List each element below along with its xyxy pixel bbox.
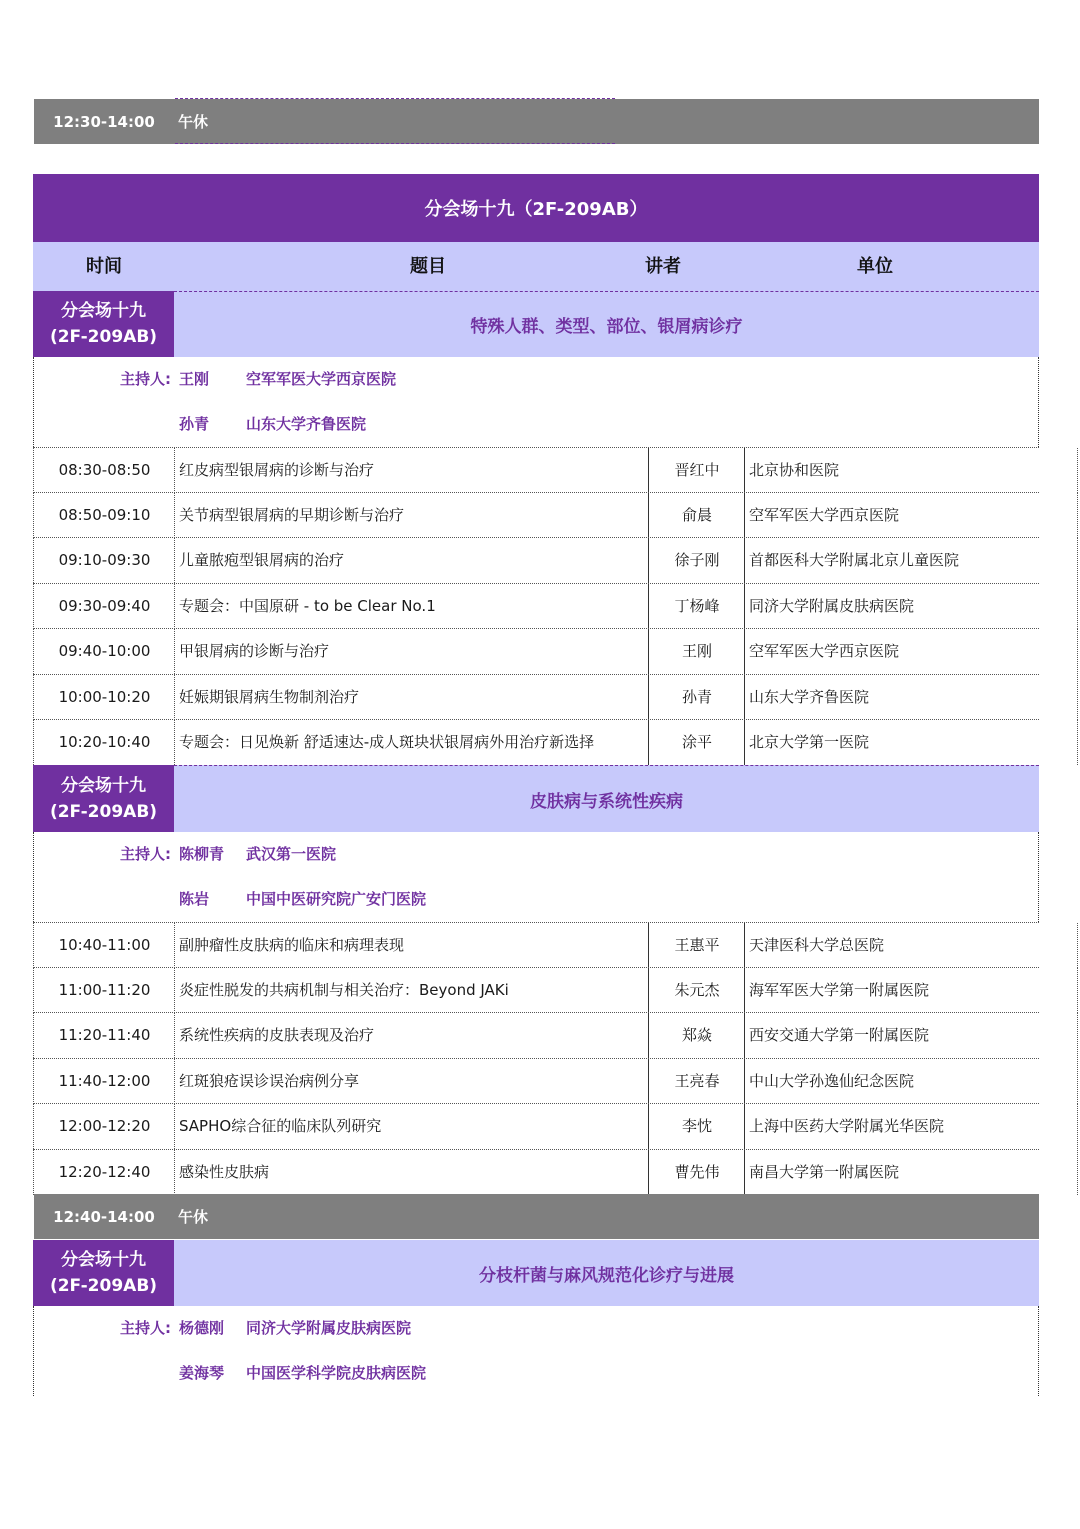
talk-speaker: 丁杨峰 <box>648 584 745 629</box>
talk-unit: 北京协和医院 <box>744 448 1078 493</box>
host-org: 同济大学附属皮肤病医院 <box>246 1319 412 1337</box>
section-title: 皮肤病与系统性疾病 <box>530 791 683 812</box>
table-row <box>33 628 1039 673</box>
talk-topic: 炎症性脱发的共病机制与相关治疗：Beyond JAKi <box>174 968 653 1013</box>
dashed-divider <box>175 98 615 99</box>
talk-time: 10:00-10:20 <box>33 675 175 720</box>
host-block <box>33 1306 1039 1396</box>
talk-speaker: 王惠平 <box>648 923 745 968</box>
talk-unit: 中山大学孙逸仙纪念医院 <box>744 1059 1078 1104</box>
talk-speaker: 李忱 <box>648 1104 745 1149</box>
table-row <box>33 1058 1039 1103</box>
section-venue-cell <box>33 291 174 357</box>
talk-speaker: 徐子刚 <box>648 538 745 583</box>
talk-speaker: 晋红中 <box>648 448 745 493</box>
talk-time: 11:40-12:00 <box>33 1059 175 1104</box>
table-row <box>33 967 1039 1012</box>
talk-time: 08:30-08:50 <box>33 448 175 493</box>
column-header-row <box>33 242 1039 292</box>
lunch-label: 午休 <box>178 113 209 131</box>
host-name: 孙青 <box>179 415 210 433</box>
table-row <box>33 583 1039 628</box>
host-org: 武汉第一医院 <box>246 845 337 863</box>
col-topic: 题目 <box>410 256 446 277</box>
section-title: 特殊人群、类型、部位、银屑病诊疗 <box>470 317 743 337</box>
talk-time: 09:40-10:00 <box>33 629 175 674</box>
venue-title: 分会场十九（2F-209AB） <box>424 199 648 220</box>
talk-unit: 上海中医药大学附属光华医院 <box>744 1104 1078 1149</box>
talk-unit: 同济大学附属皮肤病医院 <box>744 584 1078 629</box>
col-unit: 单位 <box>857 256 893 277</box>
talk-unit: 天津医科大学总医院 <box>744 923 1078 968</box>
table-row <box>33 447 1039 492</box>
lunch-break-top <box>34 99 1039 144</box>
table-row <box>33 719 1039 764</box>
table-row <box>33 674 1039 719</box>
host-name: 杨德刚 <box>179 1319 225 1337</box>
talk-topic: 红斑狼疮误诊误治病例分享 <box>174 1059 653 1104</box>
talk-unit: 空军军医大学西京医院 <box>744 493 1078 538</box>
talk-unit: 海军军医大学第一附属医院 <box>744 968 1078 1013</box>
section-venue-name: 分会场十九 <box>61 301 146 321</box>
talk-speaker: 朱元杰 <box>648 968 745 1013</box>
dashed-divider <box>175 143 615 144</box>
host-block <box>33 357 1039 447</box>
lunch-time: 12:30-14:00 <box>53 112 155 131</box>
talk-speaker: 王刚 <box>648 629 745 674</box>
lunch-time: 12:40-14:00 <box>53 1207 155 1226</box>
host-org: 中国医学科学院皮肤病医院 <box>246 1364 427 1382</box>
talk-time: 09:30-09:40 <box>33 584 175 629</box>
talk-topic: 关节病型银屑病的早期诊断与治疗 <box>174 493 653 538</box>
talk-speaker: 王亮春 <box>648 1059 745 1104</box>
talk-time: 08:50-09:10 <box>33 493 175 538</box>
table-row <box>33 1149 1039 1194</box>
talk-time: 10:20-10:40 <box>33 720 175 765</box>
talk-topic: 专题会：日见焕新 舒适速达-成人斑块状银屑病外用治疗新选择 <box>174 720 653 765</box>
host-name: 陈岩 <box>179 890 210 908</box>
host-org: 中国中医研究院广安门医院 <box>246 890 427 908</box>
col-speaker: 讲者 <box>645 256 681 277</box>
section-venue-room: (2F-209AB) <box>49 801 158 822</box>
section-venue-room: (2F-209AB) <box>49 327 158 347</box>
section-venue-name: 分会场十九 <box>61 1250 146 1270</box>
host-block <box>33 832 1039 922</box>
talk-topic: 红皮病型银屑病的诊断与治疗 <box>174 448 653 493</box>
talk-topic: 感染性皮肤病 <box>174 1150 653 1195</box>
host-name: 陈柳青 <box>179 845 225 863</box>
talk-unit: 西安交通大学第一附属医院 <box>744 1013 1078 1058</box>
table-row <box>33 492 1039 537</box>
col-time: 时间 <box>86 256 122 277</box>
talk-speaker: 郑焱 <box>648 1013 745 1058</box>
section-title: 分枝杆菌与麻风规范化诊疗与进展 <box>479 1265 734 1286</box>
talk-speaker: 俞晨 <box>648 493 745 538</box>
table-row <box>33 1012 1039 1057</box>
talk-unit: 首都医科大学附属北京儿童医院 <box>744 538 1078 583</box>
talk-time: 12:20-12:40 <box>33 1150 175 1195</box>
host-label: 主持人: <box>120 1319 171 1337</box>
table-row <box>33 1103 1039 1148</box>
talk-topic: 系统性疾病的皮肤表现及治疗 <box>174 1013 653 1058</box>
talk-topic: 专题会：中国原研 - to be Clear No.1 <box>174 584 653 629</box>
host-name: 王刚 <box>179 370 210 388</box>
section-title-cell <box>174 291 1039 357</box>
talk-time: 11:00-11:20 <box>33 968 175 1013</box>
host-org: 山东大学齐鲁医院 <box>246 415 367 433</box>
talk-topic: 儿童脓疱型银屑病的治疗 <box>174 538 653 583</box>
talk-time: 11:20-11:40 <box>33 1013 175 1058</box>
talk-speaker: 孙青 <box>648 675 745 720</box>
section-venue-room: (2F-209AB) <box>49 1276 158 1296</box>
host-org: 空军军医大学西京医院 <box>246 370 397 388</box>
talk-topic: 甲银屑病的诊断与治疗 <box>174 629 653 674</box>
talk-unit: 山东大学齐鲁医院 <box>744 675 1078 720</box>
section-title-cell <box>174 1240 1039 1306</box>
talk-unit: 北京大学第一医院 <box>744 720 1078 765</box>
host-label: 主持人: <box>120 845 171 863</box>
talk-topic: SAPHO综合征的临床队列研究 <box>174 1104 653 1149</box>
section-venue-name: 分会场十九 <box>61 775 146 796</box>
section-venue-cell <box>33 765 174 832</box>
talk-table <box>33 447 1039 765</box>
talk-speaker: 涂平 <box>648 720 745 765</box>
talk-unit: 南昌大学第一附属医院 <box>744 1150 1078 1195</box>
talk-topic: 妊娠期银屑病生物制剂治疗 <box>174 675 653 720</box>
host-label: 主持人: <box>120 370 171 388</box>
talk-topic: 副肿瘤性皮肤病的临床和病理表现 <box>174 923 653 968</box>
table-row <box>33 537 1039 582</box>
talk-time: 12:00-12:20 <box>33 1104 175 1149</box>
venue-title-bar <box>33 174 1039 242</box>
table-row <box>33 922 1039 967</box>
talk-time: 09:10-09:30 <box>33 538 175 583</box>
talk-time: 10:40-11:00 <box>33 923 175 968</box>
talk-unit: 空军军医大学西京医院 <box>744 629 1078 674</box>
lunch-label: 午休 <box>178 1208 209 1226</box>
lunch-break-mid <box>34 1194 1039 1239</box>
section-title-cell <box>174 765 1039 832</box>
talk-speaker: 曹先伟 <box>648 1150 745 1195</box>
talk-table <box>33 922 1039 1194</box>
section-venue-cell <box>33 1240 174 1306</box>
host-name: 姜海琴 <box>179 1364 225 1382</box>
